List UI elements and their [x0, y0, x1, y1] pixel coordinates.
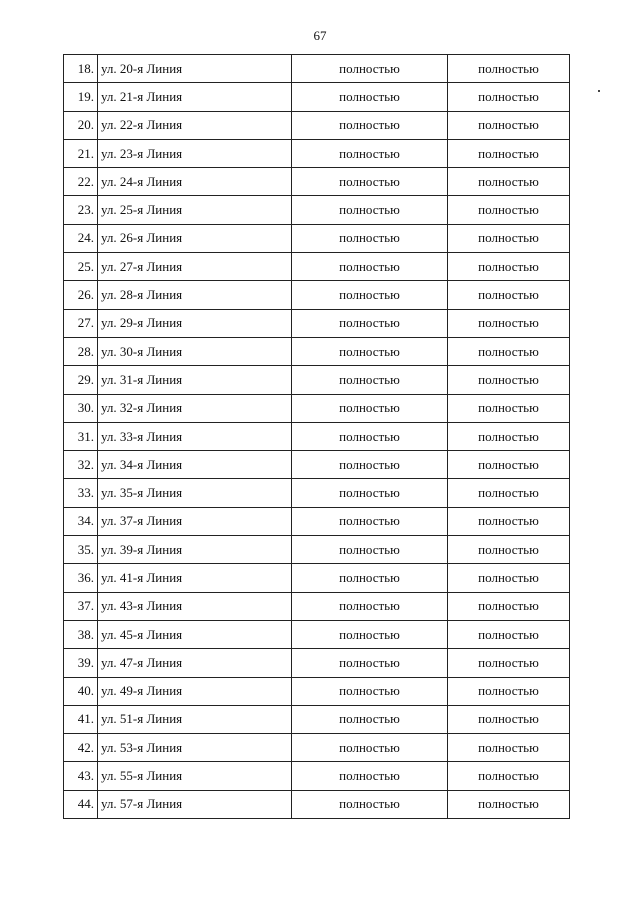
coverage-value-b: полностью: [448, 564, 570, 592]
table-row: [64, 253, 570, 281]
coverage-value-b: полностью: [448, 677, 570, 705]
coverage-value-b: полностью: [448, 620, 570, 648]
coverage-value-a: полностью: [292, 196, 448, 224]
coverage-value-a: полностью: [292, 479, 448, 507]
coverage-value-b: полностью: [448, 168, 570, 196]
row-number: 33.: [64, 479, 98, 507]
table-row: [64, 649, 570, 677]
coverage-value-a: полностью: [292, 394, 448, 422]
coverage-value-b: полностью: [448, 224, 570, 252]
coverage-value-b: полностью: [448, 762, 570, 790]
row-number: 32.: [64, 451, 98, 479]
coverage-value-a: полностью: [292, 564, 448, 592]
coverage-value-b: полностью: [448, 83, 570, 111]
coverage-value-b: полностью: [448, 790, 570, 818]
coverage-value-a: полностью: [292, 281, 448, 309]
street-name: ул. 55-я Линия: [98, 762, 292, 790]
street-name: ул. 26-я Линия: [98, 224, 292, 252]
table-row: [64, 677, 570, 705]
street-name: ул. 31-я Линия: [98, 366, 292, 394]
street-name: ул. 21-я Линия: [98, 83, 292, 111]
coverage-value-b: полностью: [448, 111, 570, 139]
coverage-value-a: полностью: [292, 253, 448, 281]
table-row: [64, 451, 570, 479]
coverage-value-b: полностью: [448, 337, 570, 365]
street-name: ул. 47-я Линия: [98, 649, 292, 677]
street-name: ул. 43-я Линия: [98, 592, 292, 620]
coverage-value-a: полностью: [292, 677, 448, 705]
table-row: [64, 705, 570, 733]
coverage-value-b: полностью: [448, 55, 570, 83]
table-row: [64, 762, 570, 790]
coverage-value-a: полностью: [292, 55, 448, 83]
street-name: ул. 49-я Линия: [98, 677, 292, 705]
coverage-value-a: полностью: [292, 422, 448, 450]
row-number: 21.: [64, 139, 98, 167]
coverage-value-b: полностью: [448, 734, 570, 762]
street-name: ул. 32-я Линия: [98, 394, 292, 422]
row-number: 18.: [64, 55, 98, 83]
coverage-value-a: полностью: [292, 762, 448, 790]
coverage-value-a: полностью: [292, 337, 448, 365]
scan-mark: [598, 90, 600, 92]
row-number: 30.: [64, 394, 98, 422]
table-row: [64, 536, 570, 564]
street-name: ул. 33-я Линия: [98, 422, 292, 450]
table-row: [64, 564, 570, 592]
table-row: [64, 394, 570, 422]
coverage-value-a: полностью: [292, 620, 448, 648]
row-number: 24.: [64, 224, 98, 252]
coverage-value-a: полностью: [292, 224, 448, 252]
coverage-value-b: полностью: [448, 366, 570, 394]
table-row: [64, 422, 570, 450]
coverage-value-a: полностью: [292, 451, 448, 479]
coverage-value-a: полностью: [292, 139, 448, 167]
table-row: [64, 366, 570, 394]
table-row: [64, 224, 570, 252]
street-name: ул. 34-я Линия: [98, 451, 292, 479]
row-number: 43.: [64, 762, 98, 790]
coverage-value-b: полностью: [448, 536, 570, 564]
row-number: 34.: [64, 507, 98, 535]
row-number: 28.: [64, 337, 98, 365]
row-number: 37.: [64, 592, 98, 620]
street-name: ул. 37-я Линия: [98, 507, 292, 535]
row-number: 26.: [64, 281, 98, 309]
street-name: ул. 20-я Линия: [98, 55, 292, 83]
row-number: 44.: [64, 790, 98, 818]
street-name: ул. 53-я Линия: [98, 734, 292, 762]
row-number: 36.: [64, 564, 98, 592]
row-number: 29.: [64, 366, 98, 394]
coverage-value-b: полностью: [448, 451, 570, 479]
coverage-value-a: полностью: [292, 734, 448, 762]
table-row: [64, 507, 570, 535]
table-row: [64, 479, 570, 507]
table-row: [64, 139, 570, 167]
coverage-value-b: полностью: [448, 422, 570, 450]
coverage-value-b: полностью: [448, 394, 570, 422]
streets-table-body: [64, 55, 570, 819]
table-row: [64, 337, 570, 365]
street-name: ул. 27-я Линия: [98, 253, 292, 281]
coverage-value-b: полностью: [448, 479, 570, 507]
coverage-value-a: полностью: [292, 83, 448, 111]
row-number: 22.: [64, 168, 98, 196]
street-name: ул. 29-я Линия: [98, 309, 292, 337]
row-number: 20.: [64, 111, 98, 139]
coverage-value-a: полностью: [292, 790, 448, 818]
table-row: [64, 196, 570, 224]
row-number: 27.: [64, 309, 98, 337]
street-name: ул. 25-я Линия: [98, 196, 292, 224]
coverage-value-b: полностью: [448, 507, 570, 535]
coverage-value-b: полностью: [448, 196, 570, 224]
coverage-value-b: полностью: [448, 139, 570, 167]
street-name: ул. 45-я Линия: [98, 620, 292, 648]
table-row: [64, 168, 570, 196]
table-row: [64, 592, 570, 620]
coverage-value-a: полностью: [292, 366, 448, 394]
street-name: ул. 57-я Линия: [98, 790, 292, 818]
row-number: 19.: [64, 83, 98, 111]
street-name: ул. 23-я Линия: [98, 139, 292, 167]
row-number: 23.: [64, 196, 98, 224]
row-number: 35.: [64, 536, 98, 564]
table-row: [64, 111, 570, 139]
table-row: [64, 281, 570, 309]
table-row: [64, 309, 570, 337]
coverage-value-a: полностью: [292, 111, 448, 139]
street-name: ул. 51-я Линия: [98, 705, 292, 733]
coverage-value-a: полностью: [292, 649, 448, 677]
street-name: ул. 35-я Линия: [98, 479, 292, 507]
page-number: 67: [313, 28, 327, 43]
row-number: 41.: [64, 705, 98, 733]
coverage-value-a: полностью: [292, 309, 448, 337]
street-name: ул. 28-я Линия: [98, 281, 292, 309]
table-row: [64, 55, 570, 83]
row-number: 31.: [64, 422, 98, 450]
coverage-value-a: полностью: [292, 592, 448, 620]
street-name: ул. 39-я Линия: [98, 536, 292, 564]
street-name: ул. 41-я Линия: [98, 564, 292, 592]
coverage-value-b: полностью: [448, 309, 570, 337]
coverage-value-b: полностью: [448, 281, 570, 309]
row-number: 25.: [64, 253, 98, 281]
row-number: 42.: [64, 734, 98, 762]
table-row: [64, 734, 570, 762]
streets-table: [63, 54, 570, 819]
street-name: ул. 24-я Линия: [98, 168, 292, 196]
table-row: [64, 83, 570, 111]
street-name: ул. 22-я Линия: [98, 111, 292, 139]
street-name: ул. 30-я Линия: [98, 337, 292, 365]
coverage-value-b: полностью: [448, 649, 570, 677]
coverage-value-b: полностью: [448, 705, 570, 733]
row-number: 39.: [64, 649, 98, 677]
coverage-value-a: полностью: [292, 507, 448, 535]
coverage-value-a: полностью: [292, 168, 448, 196]
coverage-value-a: полностью: [292, 705, 448, 733]
coverage-value-b: полностью: [448, 592, 570, 620]
table-row: [64, 790, 570, 818]
row-number: 40.: [64, 677, 98, 705]
row-number: 38.: [64, 620, 98, 648]
coverage-value-b: полностью: [448, 253, 570, 281]
coverage-value-a: полностью: [292, 536, 448, 564]
table-row: [64, 620, 570, 648]
